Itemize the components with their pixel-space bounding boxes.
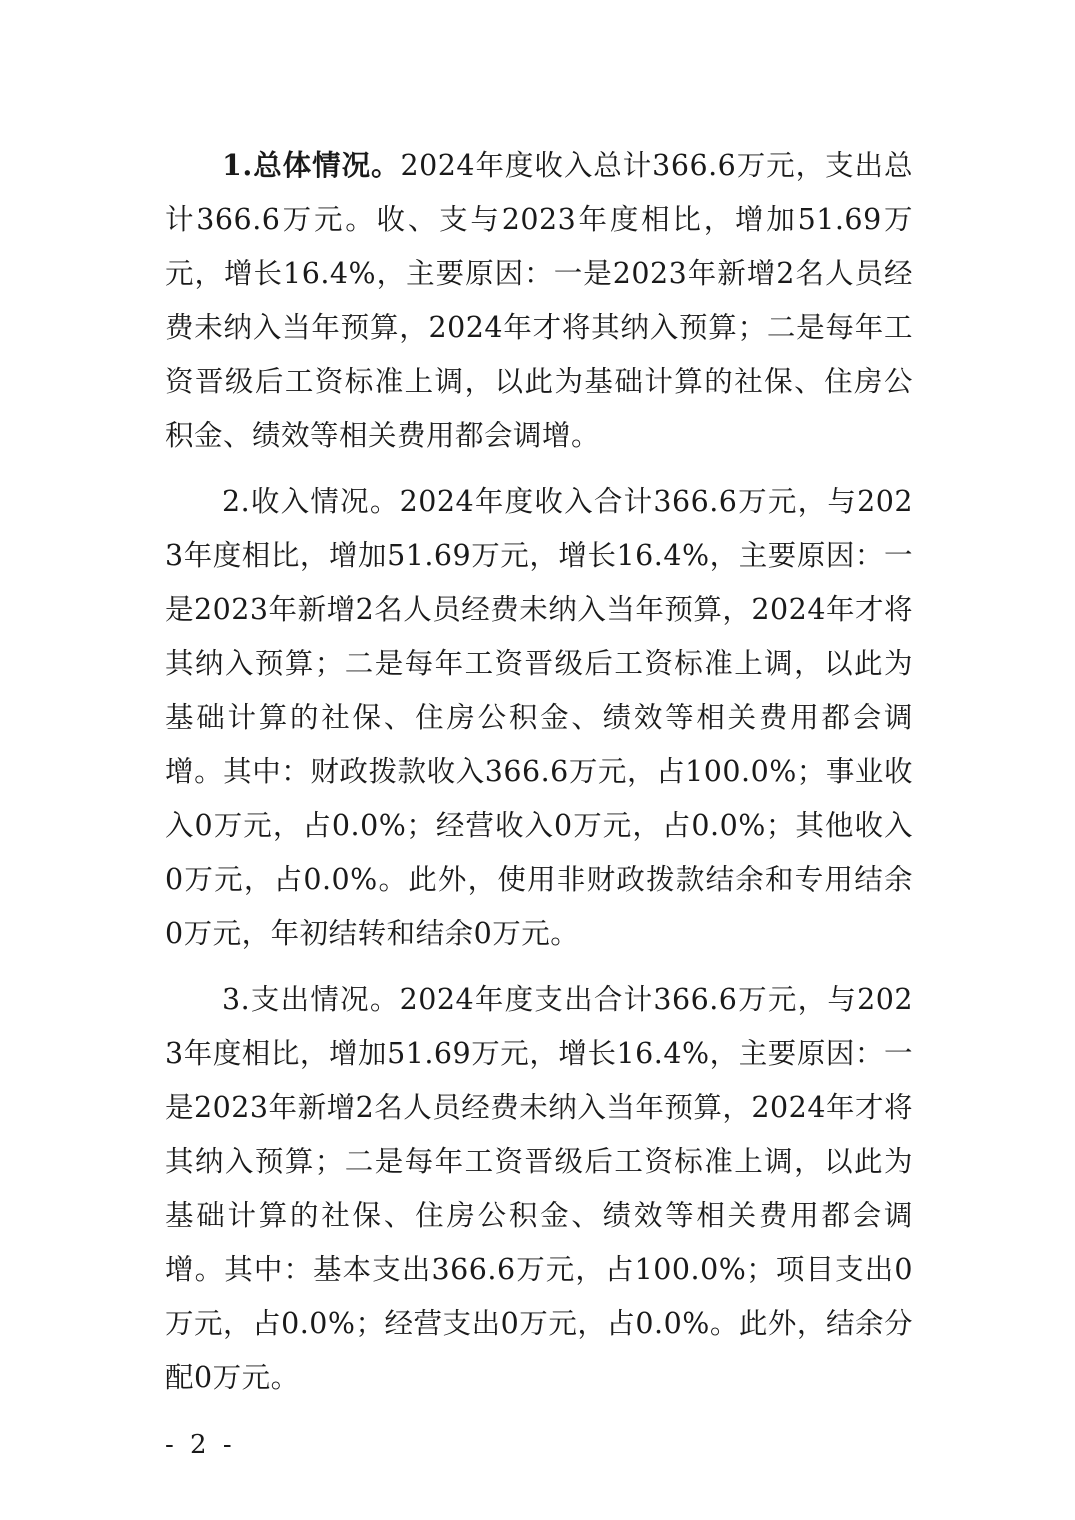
paragraph-income bbox=[165, 475, 913, 961]
page-number: - 2 - bbox=[165, 1430, 236, 1460]
document-body bbox=[165, 138, 913, 1417]
paragraph-expenditure bbox=[165, 973, 913, 1405]
paragraph-text: 2024年度收入总计366.6万元，支出总计366.6万元。收、支与2023年度相比，增加51.69万元，增长16.4%，主要原因：一是2023年新增2名人员经费未纳入当年预算，2024年才将其纳入预算；二是每年工资晋级后工资标准上调，以此为基础计算的社保、住房公积金、绩效等相关费用都会调增。 bbox=[165, 149, 913, 452]
paragraph-text: 2024年度支出合计366.6万元，与2023年度相比，增加51.69万元，增长16.4%，主要原因：一是2023年新增2名人员经费未纳入当年预算，2024年才将其纳入预算；二是每年工资晋级后工资标准上调，以此为基础计算的社保、住房公积金、绩效等相关费用都会调增。其中：基本支出366.6万元，占100.0%；项目支出0万元，占0.0%；经营支出0万元，占0.0%。此外，结余分配0万元。 bbox=[165, 983, 913, 1394]
paragraph-overall bbox=[165, 138, 913, 463]
paragraph-heading: 2.收入情况。 bbox=[222, 485, 400, 518]
paragraph-heading: 3.支出情况。 bbox=[222, 983, 400, 1016]
paragraph-text: 2024年度收入合计366.6万元，与2023年度相比，增加51.69万元，增长16.4%，主要原因：一是2023年新增2名人员经费未纳入当年预算，2024年才将其纳入预算；二是每年工资晋级后工资标准上调，以此为基础计算的社保、住房公积金、绩效等相关费用都会调增。其中：财政拨款收入366.6万元，占100.0%；事业收入0万元，占0.0%；经营收入0万元，占0.0%；其他收入0万元，占0.0%。此外，使用非财政拨款结余和专用结余0万元，年初结转和结余0万元。 bbox=[165, 485, 913, 950]
paragraph-heading: 1.总体情况。 bbox=[222, 148, 401, 182]
